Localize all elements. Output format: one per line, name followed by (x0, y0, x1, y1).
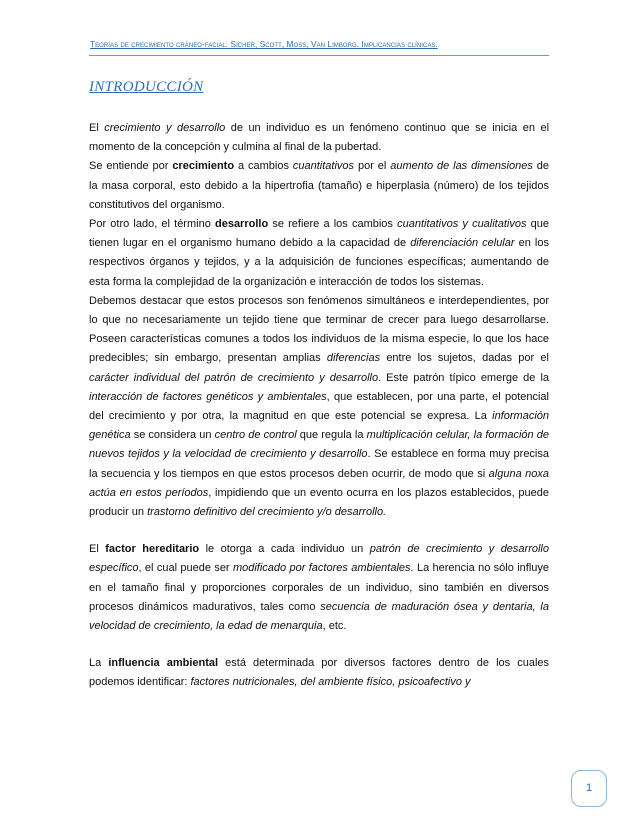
paragraph-factor-hereditario: El factor hereditario le otorga a cada individuo un patrón de crecimiento y desarrollo específico, el cual puede ser modificado por factores ambientales. La herencia no sólo influye en el tamaño final y proporciones corporales de un individuo, sino también en diversos procesos dinámicos madurativos, tales como secuencia de maduración ósea y dentaria, la velocidad de crecimiento, la edad de menarquia, etc. (89, 543, 549, 633)
section-title: INTRODUCCIÓN (89, 79, 204, 95)
paragraph-procesos: Debemos destacar que estos procesos son fenómenos simultáneos e interdependientes, por lo que no necesariamente un tejido tiene que terminar de crecer para luego desarrollarse. Poseen características comunes a todos los individuos de la misma especie, lo que los hace predecibles; sin embargo, presentan amplias diferencias entre los sujetos, dadas por el carácter individual del patrón de crecimiento y desarrollo. Este patrón típico emerge de la interacción de factores genéticos y ambientales, que establecen, por una parte, el potencial del crecimiento y por otra, la magnitud en que este potencial se expresa. La información genética se considera un centro de control que regula la multiplicación celular, la formación de nuevos tejidos y la velocidad de crecimiento y desarrollo. Se establece en forma muy precisa la secuencia y los tiempos en que estos procesos deben ocurrir, de modo que si alguna noxa actúa en estos períodos, impidiendo que un evento ocurra en los plazos establecidos, puede producir un trastorno definitivo del crecimiento y/o desarrollo. (89, 294, 549, 519)
header-divider (89, 55, 549, 56)
page-number: 1 (585, 782, 593, 794)
paragraph-crecimiento: Se entiende por crecimiento a cambios cuantitativos por el aumento de las dimensiones de la masa corporal, esto debido a la hipertrofia (tamaño) e hiperplasia (número) de los tejidos constitutivos del organismo. (89, 160, 550, 211)
running-header: Teorías de crecimiento cráneo-facial: Sicher, Scott, Moss, Van Limborg. Implicancias clínicas. (90, 39, 438, 49)
page-number-box (571, 770, 607, 807)
paragraph-influencia-ambiental: La influencia ambiental está determinada por diversos factores dentro de los cuales podemos identificar: factores nutricionales, del ambiente físico, psicoafectivo y (89, 657, 550, 689)
document-body (89, 119, 549, 693)
paragraph-growth-definition: El crecimiento y desarrollo de un individuo es un fenómeno continuo que se inicia en el momento de la concepción y culmina al final de la pubertad. (89, 122, 550, 154)
paragraph-desarrollo: Por otro lado, el término desarrollo se refiere a los cambios cuantitativos y cualitativos que tienen lugar en el organismo humano debido a la capacidad de diferenciación celular en los respectivos órganos y tejidos, y a la adquisición de funciones específicas; aumentando de esta forma la complejidad de la organización e interacción de todos los sistemas. (89, 218, 549, 288)
